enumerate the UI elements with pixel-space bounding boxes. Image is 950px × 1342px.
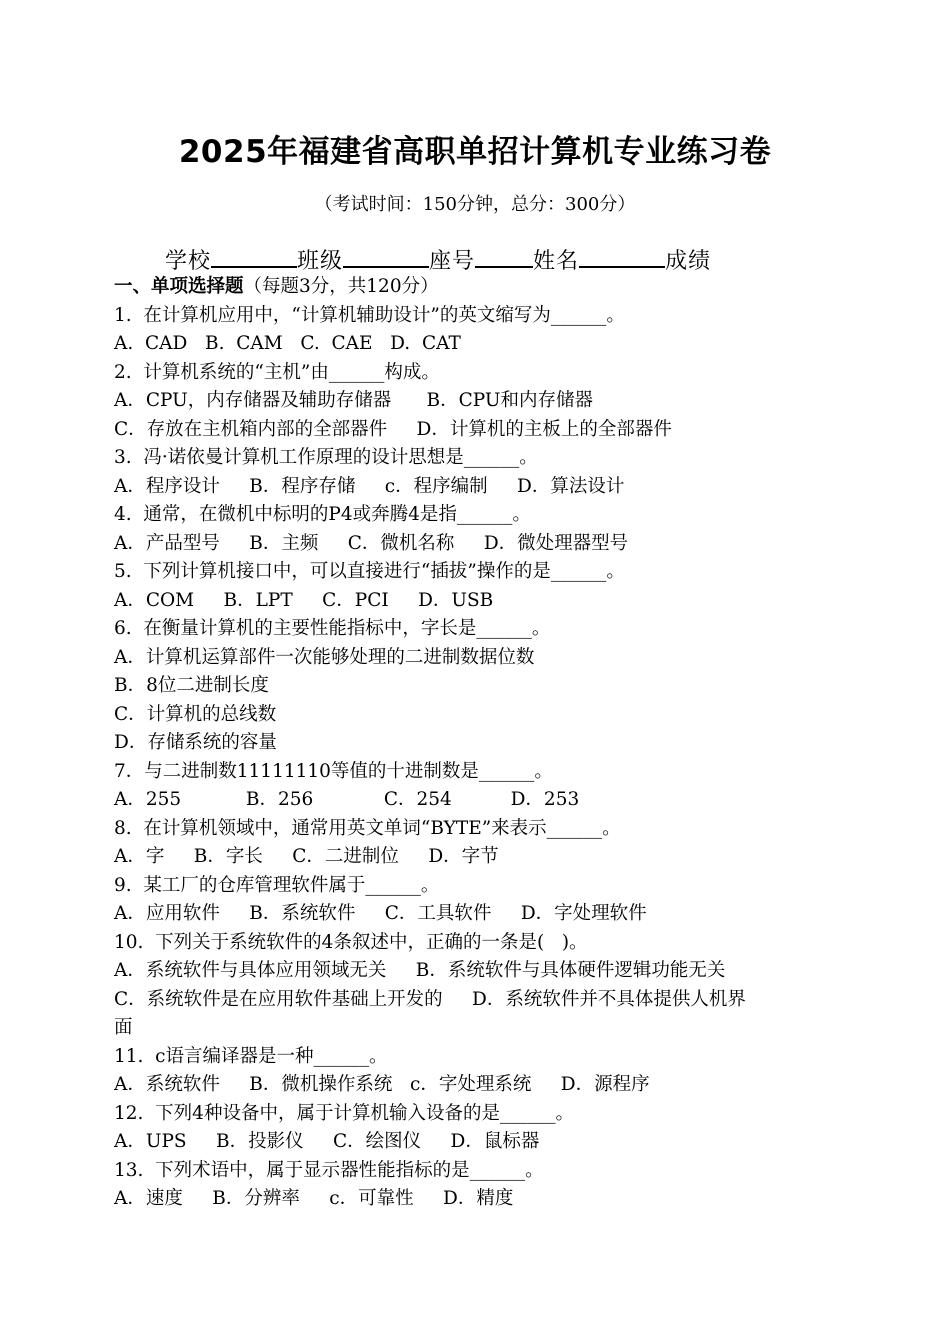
exam-subtitle: （考试时间：150分钟，总分：300分） (314, 194, 636, 215)
section-note: （每题3分，共120分） (243, 276, 439, 297)
class-blank (343, 246, 429, 268)
school-blank (211, 246, 297, 268)
options-line: A．应用软件 B．系统软件 C．工具软件 D．字处理软件 (114, 903, 647, 924)
options-line: B．8位二进制长度 (114, 675, 269, 696)
student-info-line (165, 244, 711, 275)
options-line: A．UPS B．投影仪 C．绘图仪 D．鼠标器 (114, 1131, 540, 1152)
question-line: 1. 在计算机应用中，“计算机辅助设计”的英文缩写为______。 (114, 304, 625, 326)
options-line: C．存放在主机箱内部的全部器件 D．计算机的主板上的全部器件 (114, 418, 672, 440)
name-blank (579, 246, 665, 268)
exam-title: 2025年福建省高职单招计算机专业练习卷 (178, 134, 772, 170)
section-heading: 一、单项选择题 (114, 276, 244, 297)
school-label: 学校 (165, 249, 212, 274)
options-line: A．字 B．字长 C．二进制位 D．字节 (114, 846, 499, 867)
question-line: 3. 冯·诺依曼计算机工作原理的设计思想是______。 (114, 447, 538, 468)
name-label: 姓名 (533, 249, 580, 274)
options-line: A．CPU，内存储器及辅助存储器 B．CPU和内存储器 (114, 390, 593, 411)
options-line: C．计算机的总线数 (114, 703, 277, 725)
options-line: D．存储系统的容量 (114, 732, 277, 753)
options-line: A．255 B．256 C．254 D．253 (114, 789, 580, 810)
options-line: A．程序设计 B．程序存储 c．程序编制 D．算法设计 (114, 475, 625, 497)
question-line: 11. c语言编译器是一种______。 (114, 1045, 388, 1067)
seat-blank (475, 246, 533, 268)
options-line: 面 (114, 1017, 133, 1038)
question-line: 8. 在计算机领域中，通常用英文单词“BYTE”来表示______。 (114, 817, 621, 839)
question-line: 10. 下列关于系统软件的4条叙述中，正确的一条是( )。 (114, 931, 588, 953)
options-line: A. CAD B. CAM C. CAE D. CAT (114, 333, 461, 354)
score-label: 成绩 (665, 249, 712, 274)
question-line: 6. 在衡量计算机的主要性能指标中，字长是______。 (114, 618, 551, 639)
section-heading-line (114, 273, 894, 302)
question-line: 4. 通常，在微机中标明的P4或奔腾4是指______。 (114, 504, 531, 525)
options-line: A．计算机运算部件一次能够处理的二进制数据位数 (114, 646, 535, 668)
class-label: 班级 (297, 249, 344, 274)
options-line: A．产品型号 B．主频 C．微机名称 D．微处理器型号 (114, 532, 629, 554)
question-line: 2. 计算机系统的“主机”由______构成。 (114, 361, 440, 383)
question-line: 12. 下列4种设备中，属于计算机输入设备的是______。 (114, 1102, 574, 1124)
seat-label: 座号 (429, 249, 476, 274)
question-line: 5. 下列计算机接口中，可以直接进行“插拔”操作的是______。 (114, 561, 625, 582)
question-line: 9. 某工厂的仓库管理软件属于______。 (114, 874, 440, 896)
options-line: A．COM B．LPT C．PCI D．USB (114, 589, 494, 611)
question-line: 7．与二进制数11111110等值的十进制数是______。 (114, 760, 553, 782)
question-line: 13. 下列术语中，属于显示器性能指标的是______。 (114, 1159, 544, 1181)
options-line: A．系统软件 B．微机操作系统 c．字处理系统 D．源程序 (114, 1074, 650, 1095)
options-line: A．系统软件与具体应用领域无关 B．系统软件与具体硬件逻辑功能无关 (114, 960, 726, 981)
options-line: C．系统软件是在应用软件基础上开发的 D．系统软件并不具体提供人机界 (114, 988, 746, 1010)
options-line: A．速度 B．分辨率 c．可靠性 D．精度 (114, 1188, 514, 1209)
question-body (114, 273, 894, 1214)
